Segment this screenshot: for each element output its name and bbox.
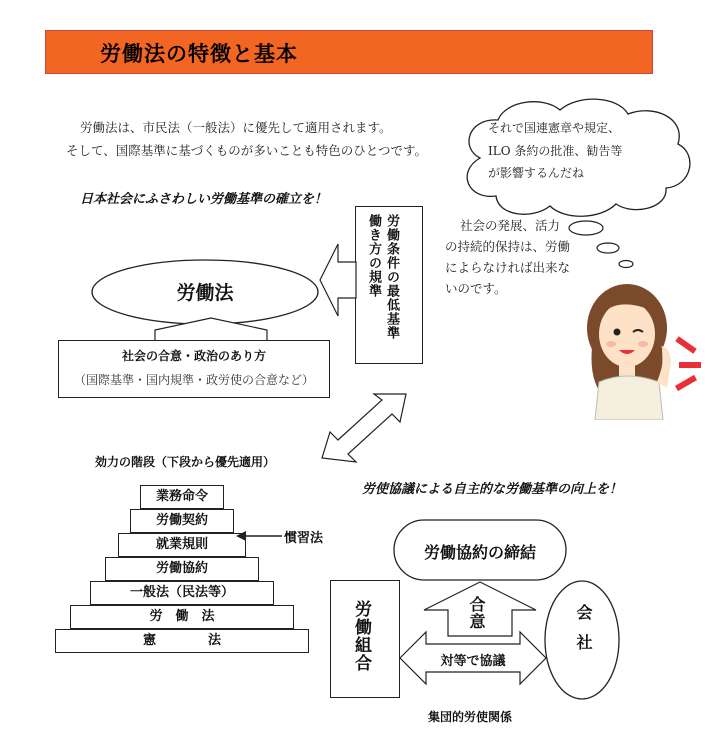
minimum-standard-line-2: 働き方の規準 [366,214,381,298]
custom-law-arrow-icon [234,528,284,544]
side-text-2: の持続的保持は、労働 [445,239,571,254]
bubble-line-1: それで国連憲章や規定、 [488,121,621,135]
equal-consult-label: 対等で協議 [440,654,506,669]
tier-labor-law: 労 働 法 [70,605,294,629]
union-label: 労働組合 [351,600,371,672]
minimum-standard-line-1: 労働条件の最低基準 [384,214,399,340]
collective-relations-caption: 集団的労使関係 [428,710,513,724]
tier-constitution: 憲 法 [55,629,309,653]
arrow-left-to-oval [318,240,358,320]
agreement-label: 労働協約の締結 [423,543,536,562]
side-text-1: 社会の発展、活力 [460,218,561,233]
page-title: 労働法の特徴と基本 [100,42,298,66]
society-line-2: （国際基準・国内規準・政労使の合意など） [73,373,314,387]
consent-label: 合意 [467,596,486,630]
custom-law-label: 慣習法 [284,531,324,546]
side-text-3: によらなければ出来な [445,260,571,275]
company-label: 会社 [574,604,593,664]
double-arrow-diagonal [318,392,418,472]
intro-line-1: 労働法は、市民法（一般法）に優先して適用されます。 [80,120,392,135]
tier-general-law: 一般法（民法等） [90,581,274,605]
intro-line-2: そして、国際基準に基づくものが多いことも特色のひとつです。 [66,143,428,158]
tier-business-order: 業務命令 [140,485,224,509]
hierarchy-title: 効力の階段（下段から優先適用） [95,455,276,469]
bubble-line-3: が影響するんだね [488,166,585,180]
headline-voluntary-improvement: 労使協議による自主的な労働基準の向上を！ [362,482,623,497]
bubble-line-2: ILO 条約の批准、勧告等 [488,144,623,158]
minimum-standard-text [364,214,400,359]
tier-labor-agreement: 労働協約 [105,557,259,581]
side-text-4: いのです。 [445,281,507,296]
headline-establish-standards: 日本社会にふさわしい労働基準の確立を！ [80,192,328,207]
tier-work-rules: 就業規則 [118,533,246,557]
labor-law-oval-label: 労働法 [176,282,234,304]
society-line-1: 社会の合意・政治のあり方 [121,349,266,363]
tier-labor-contract: 労働契約 [130,509,234,533]
woman-illustration [575,270,705,420]
